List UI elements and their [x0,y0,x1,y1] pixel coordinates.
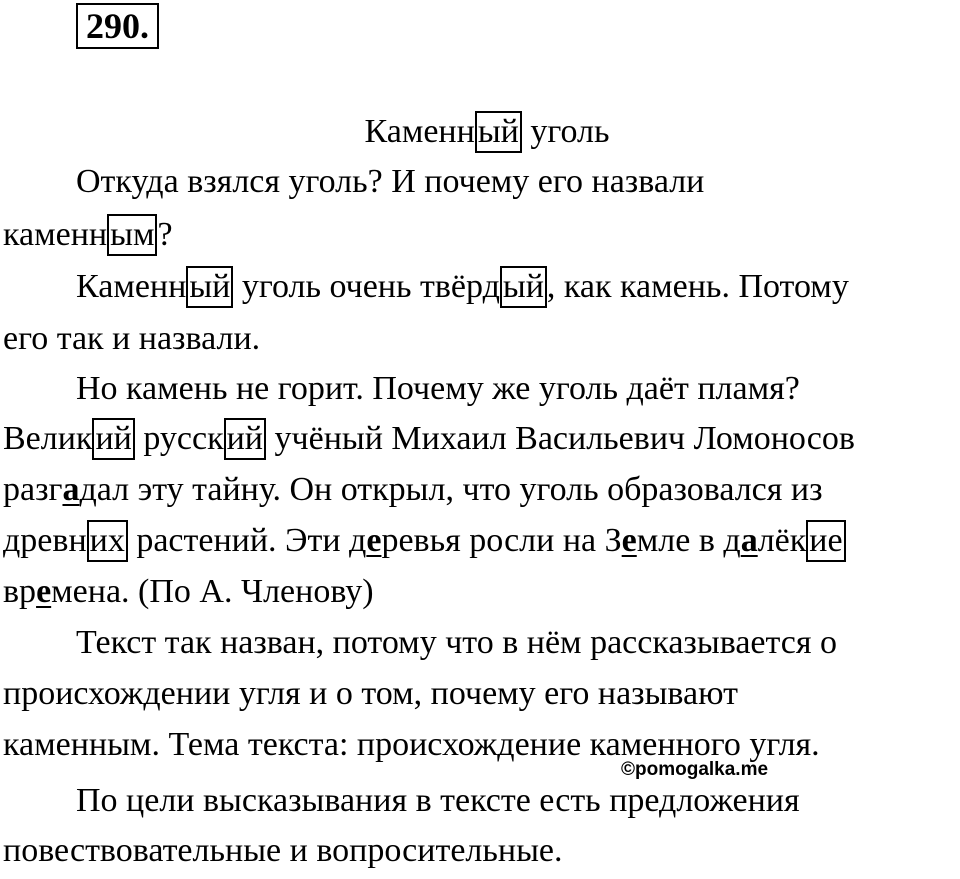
text-fragment: ? [157,216,173,253]
text-fragment: растений. Эти д [127,522,367,559]
text-fragment: русск [134,420,224,457]
text-line-7 [3,462,823,518]
text-title [0,104,960,160]
underlined-vowel: а [62,471,80,508]
ending-box: ый [186,266,233,308]
text-fragment: учёный Михаил Васильевич Ломоносов [266,420,855,457]
underlined-vowel: е [36,573,52,610]
word-stem: древн [3,522,87,559]
text-line-3 [76,259,849,315]
underlined-vowel: а [740,522,758,559]
text-fragment: лёк [757,522,807,559]
title-stem: Каменн [364,113,475,150]
text-fragment: , как камень. Потому [546,268,849,305]
text-fragment: дал эту тайну. Он открыл, что уголь образовался из [79,471,823,508]
text-line-2 [3,207,173,263]
text-fragment: вр [3,573,37,610]
watermark: ©pomogalka.me [621,759,769,780]
text-line-9 [3,564,374,620]
ending-box: их [87,520,128,562]
answer-line-4: По цели высказывания в тексте есть предложения [76,782,800,819]
word-stem: Каменн [76,268,187,305]
text-fragment: мена. (По А. Членову) [51,573,374,610]
word-stem: каменн [3,216,108,253]
text-fragment: мле в д [636,522,741,559]
text-line-4: его так и назвали. [3,320,261,357]
answer-line-2: происхождении угля и о том, почему его называют [3,675,738,712]
text-line-8 [3,513,846,569]
underlined-vowel: е [621,522,637,559]
text-fragment: ревья росли на З [381,522,622,559]
ending-box: ий [92,418,134,460]
ending-box: ым [107,214,157,256]
title-ending-box: ый [475,111,522,153]
ending-box: ий [224,418,266,460]
answer-line-3: каменным. Тема текста: происхождение каменного угля. [3,726,820,763]
text-line-6 [3,411,855,467]
answer-line-1: Текст так назван, потому что в нём рассказывается о [76,624,837,661]
ending-box: ие [806,520,845,562]
text-fragment: разг [3,471,63,508]
answer-line-5: повествовательные и вопросительные. [3,832,563,869]
text-line-5: Но камень не горит. Почему же уголь даёт пламя? [76,370,800,407]
ending-box: ый [500,266,547,308]
title-rest: уголь [521,113,610,150]
exercise-number: 290. [76,3,159,49]
word-stem: Велик [3,420,93,457]
text-line-1: Откуда взялся уголь? И почему его назвали [76,163,705,200]
text-fragment: уголь очень твёрд [233,268,500,305]
underlined-vowel: е [366,522,382,559]
